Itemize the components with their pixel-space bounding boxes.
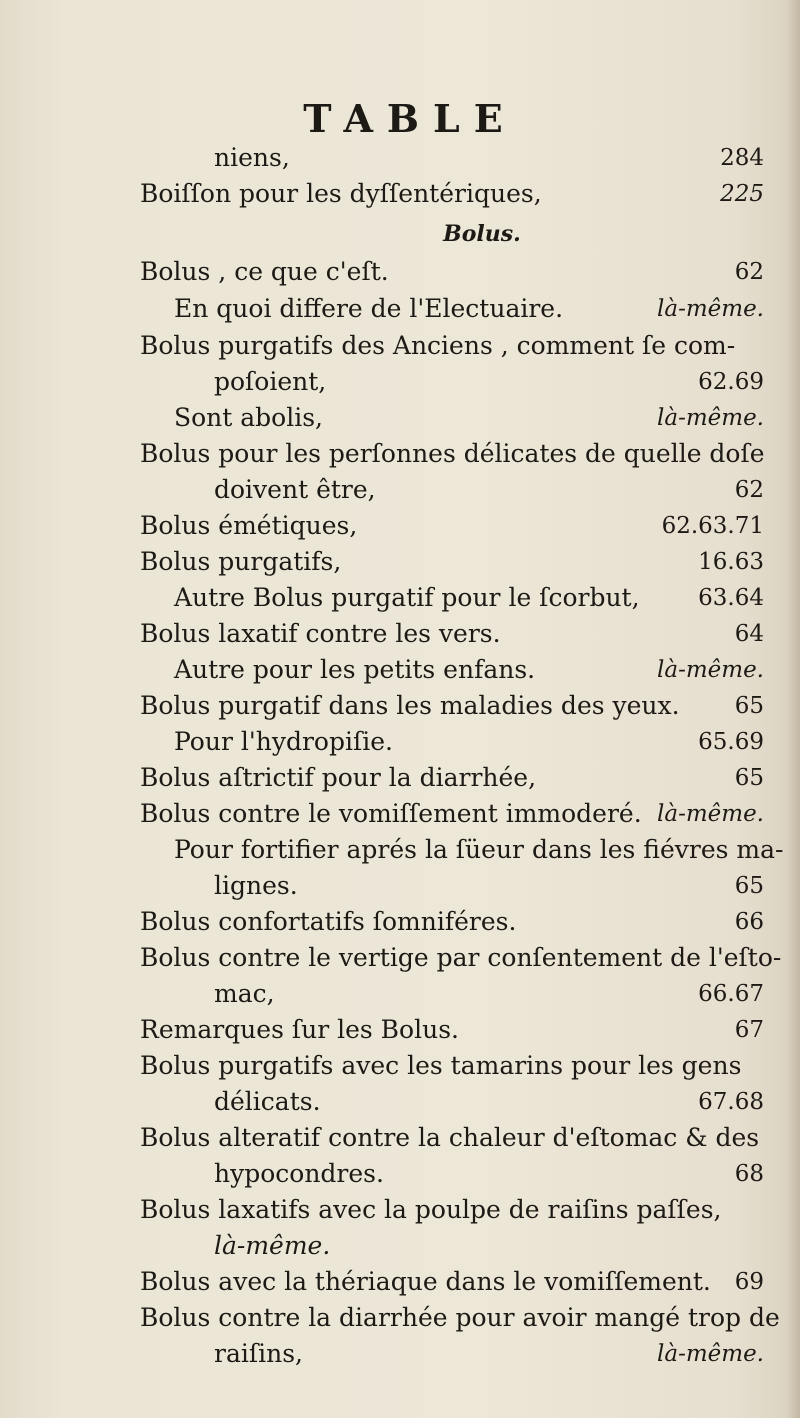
index-entry [140, 254, 764, 290]
entry-page: 62.63.71 [661, 513, 764, 539]
entry-text: doivent être, [214, 475, 376, 504]
entry-text: là-même. [214, 1231, 331, 1260]
entry-text: Bolus pour les perſonnes délicates de quelle doſe [140, 439, 765, 468]
index-entry [140, 364, 764, 400]
entry-text: Bolus émétiques, [140, 511, 358, 540]
index-entry [140, 904, 764, 940]
index-entry [140, 140, 764, 176]
index-entry [140, 400, 764, 436]
entry-page: 16.63 [698, 549, 764, 575]
index-entry [140, 1156, 764, 1192]
entry-page: 65 [734, 693, 764, 719]
entry-page: 63.64 [698, 585, 764, 611]
entry-page: 225 [720, 181, 764, 207]
index-entry [140, 1228, 764, 1264]
entry-text: niens, [214, 143, 290, 172]
entry-page: là-même. [657, 296, 764, 322]
entry-page: 62.69 [698, 369, 764, 395]
entry-text: Bolus purgatif dans les maladies des yeux. [140, 691, 680, 720]
entry-page: là-même. [657, 405, 764, 431]
entry-text: Bolus aſtrictif pour la diarrhée, [140, 763, 537, 792]
index-entry [140, 1336, 764, 1372]
entry-text: Bolus laxatif contre les vers. [140, 619, 501, 648]
entry-page: 62 [734, 259, 764, 285]
entry-page: là-même. [657, 657, 764, 683]
entry-page: 65 [734, 873, 764, 899]
index-entry [140, 1048, 764, 1084]
entry-text: Bolus , ce que c'eſt. [140, 257, 389, 286]
entry-text: Remarques ſur les Bolus. [140, 1015, 459, 1044]
index-entry [140, 472, 764, 508]
entry-text: Bolus purgatifs des Anciens , comment ſe com- [140, 331, 736, 360]
index-entry [140, 796, 764, 832]
entry-text: Sont abolis, [174, 403, 323, 432]
entry-page: 67 [734, 1017, 764, 1043]
entry-text: Bolus contre le vomiſſement immoderé. [140, 799, 642, 828]
entry-page: 69 [734, 1269, 764, 1295]
entry-text: Pour l'hydropiſie. [174, 727, 393, 756]
entry-text: Bolus contre la diarrhée pour avoir mangé trop de [140, 1303, 780, 1332]
index-entry [140, 1264, 764, 1300]
entry-text: Bolus confortatifs ſomniféres. [140, 907, 517, 936]
entry-page: 64 [734, 621, 764, 647]
entry-page: 66 [734, 909, 764, 935]
entry-page: 68 [734, 1161, 764, 1187]
entry-text: raiſins, [214, 1339, 303, 1368]
index-entry [140, 1120, 764, 1156]
entry-page: là-même. [657, 1341, 764, 1367]
page-edge-shadow [786, 0, 800, 1418]
index-entry [140, 1084, 764, 1120]
entry-text: Boiſſon pour les dyſſentériques, [140, 179, 542, 208]
index-entry [140, 580, 764, 616]
index-entry [140, 508, 764, 544]
index-entry [140, 688, 764, 724]
index-entry [140, 652, 764, 688]
entry-text: hypocondres. [214, 1159, 384, 1188]
entry-text: mac, [214, 979, 275, 1008]
entry-text: Bolus avec la thériaque dans le vomiſſement. [140, 1267, 711, 1296]
entry-page: 65.69 [698, 729, 764, 755]
index-entry [140, 1012, 764, 1048]
entry-text: Bolus. [443, 221, 521, 247]
page-title: TABLE [303, 96, 517, 141]
index-entry [140, 176, 764, 212]
entry-page: là-même. [657, 801, 764, 827]
entry-text: délicats. [214, 1087, 321, 1116]
entry-text: Bolus alteratif contre la chaleur d'eſtomac & des [140, 1123, 760, 1152]
entry-page: 65 [734, 765, 764, 791]
index-entry [140, 1192, 764, 1228]
entry-text: poſoient, [214, 367, 327, 396]
index-entry [140, 328, 764, 364]
index-entry [140, 868, 764, 904]
entry-text: lignes. [214, 871, 298, 900]
entry-text: En quoi differe de l'Electuaire. [174, 294, 564, 323]
index-entry [140, 760, 764, 796]
entry-page: 67.68 [698, 1089, 764, 1115]
entry-text: Bolus purgatifs avec les tamarins pour les gens [140, 1051, 742, 1080]
entry-text: Bolus purgatifs, [140, 547, 342, 576]
index-entry [140, 940, 782, 976]
index-entry [140, 544, 764, 580]
entry-page: 66.67 [698, 981, 764, 1007]
entry-text: Bolus contre le vertige par conſentement de l'eſto- [140, 943, 782, 972]
entry-text: Autre pour les petits enfans. [174, 655, 536, 684]
entry-text: Bolus laxatifs avec la poulpe de raiſins paſſes, [140, 1195, 722, 1224]
index-entry [140, 436, 764, 472]
index-entry [140, 1300, 780, 1336]
entry-text: Autre Bolus purgatif pour le ſcorbut, [174, 583, 640, 612]
index-entry [140, 616, 764, 652]
entry-text: Pour fortifier aprés la ſüeur dans les fiévres ma- [174, 835, 784, 864]
section-heading [140, 216, 764, 252]
entry-page: 284 [720, 145, 764, 171]
index-entry [140, 724, 764, 760]
index-entry [140, 291, 764, 327]
index-entry [140, 976, 764, 1012]
entry-page: 62 [734, 477, 764, 503]
index-entry [140, 832, 784, 868]
